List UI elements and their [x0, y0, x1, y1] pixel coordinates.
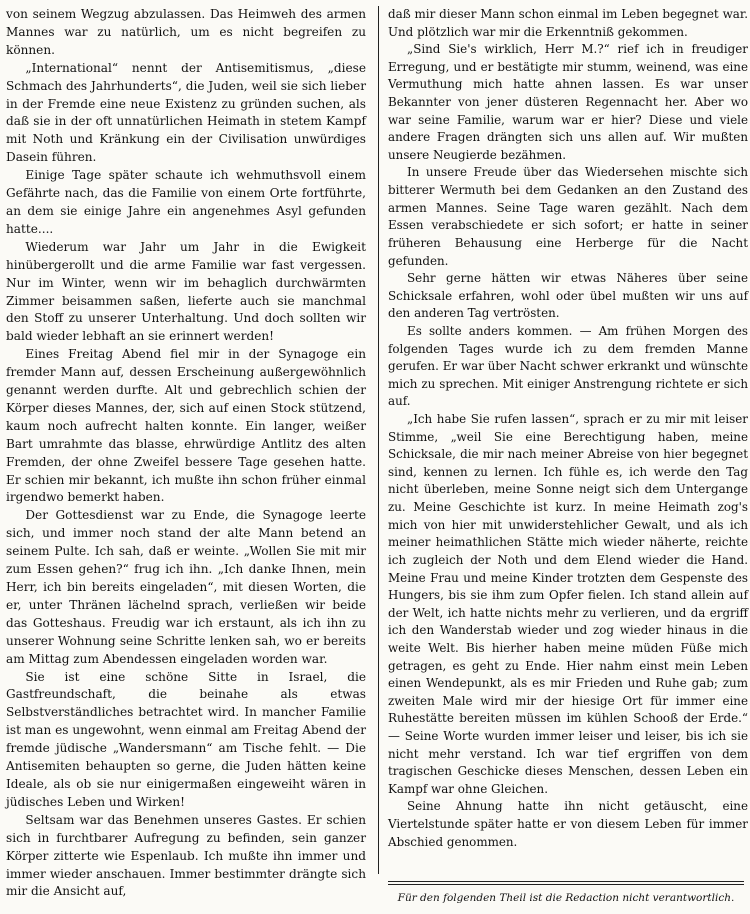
paragraph: Der Gottesdienst war zu Ende, die Synagoge leerte sich, und immer noch stand der alte Mann betend an seinem Pulte. Ich sah, daß er weinte. „Wollen Sie mit mir zum Essen gehen?“ frug ich ihn. „Ich danke Ihnen, mein Herr, ich bin bereits eingeladen“, mit diesen Worten, die er, unter Thränen lächelnd sprach, verließen wir beide das Gotteshaus. Freudig war ich erstaunt, als ich ihn zu unserer Wohnung seine Schritte lenken sah, wo er bereits am Mittag zum Abendessen eingeladen worden war. [6, 508, 366, 666]
column-divider [378, 6, 379, 874]
paragraph: Einige Tage später schaute ich wehmuthsvoll einem Gefährte nach, das die Familie von einem Orte fortführte, an dem sie einige Jahre ein angenehmes Asyl gefunden hatte.... [6, 168, 366, 236]
right-column [388, 6, 748, 851]
paragraph: daß mir dieser Mann schon einmal im Leben begegnet war. Und plötzlich war mir die Erkenntniß gekommen. [388, 7, 748, 39]
paragraph: „Sind Sie's wirklich, Herr M.?“ rief ich in freudiger Erregung, und er bestätigte mir stumm, weinend, was eine Vermuthung mich hatte ahnen lassen. Es war unser Bekannter von jener düsteren Regennacht her. Aber wo war seine Familie, warum war er hier? Diese und viele andere Fragen drängten sich uns allen auf. Wir mußten unsere Neugierde bezähmen. [388, 42, 748, 162]
left-column [6, 6, 366, 901]
paragraph: Sie ist eine schöne Sitte in Israel, die Gastfreundschaft, die beinahe als etwas Selbstverständliches betrachtet wird. In mancher Familie ist man es ungewohnt, wenn einmal am Freitag Abend der fremde jüdische „Wandersmann“ am Tische fehlt. — Die Antisemiten behaupten so gerne, die Juden hätten keine Ideale, als ob sie nur einigermaßen eingeweiht wären in jüdisches Leben und Wirken! [6, 669, 366, 809]
paragraph: von seinem Wegzug abzulassen. Das Heimweh des armen Mannes war zu natürlich, um es nicht begreifen zu können. [6, 7, 366, 57]
paragraph: Seine Ahnung hatte ihn nicht getäuscht, eine Viertelstunde später hatte er von diesem Leben für immer Abschied genommen. [388, 799, 748, 849]
paragraph: In unsere Freude über das Wiedersehen mischte sich bitterer Wermuth bei dem Gedanken an den Zustand des armen Mannes. Seine Tage waren gezählt. Nach dem Essen verabschiedete er sich sofort; er hatte in seiner früheren Behausung eine Herberge für die Nacht gefunden. [388, 165, 748, 268]
paragraph: Wiederum war Jahr um Jahr in die Ewigkeit hinübergerollt und die arme Familie war fast vergessen. Nur im Winter, wenn wir im behaglich durchwärmten Zimmer beisammen saßen, lieferte auch sie manchmal den Stoff zu unserer Unterhaltung. Und doch sollten wir bald wieder lebhaft an sie erinnert werden! [6, 239, 366, 344]
paragraph: Es sollte anders kommen. — Am frühen Morgen des folgenden Tages wurde ich zu dem fremden Manne gerufen. Er war über Nacht schwer erkrankt und wünschte mich zu sprechen. Mit einiger Anstrengung richtete er sich auf. [388, 323, 748, 409]
paragraph: „Ich habe Sie rufen lassen“, sprach er zu mir mit leiser Stimme, „weil Sie eine Berechtigung haben, meine Schicksale, die mir nach meiner Abreise von hier begegnet sind, kennen zu lernen. Ich fühle es, ich werde den Tag nicht überleben, meine Sonne neigt sich dem Untergange zu. Meine Geschichte ist kurz. In meine Heimath zog's mich von hier mit unwiderstehlicher Gewalt, und als ich meiner heimathlichen Stätte mich wieder näherte, reichte ich zugleich der Noth und dem Elend wieder die Hand. Meine Frau und meine Kinder trotzten dem Gespenste des Hungers, bis sie ihm zum Opfer fielen. Ich stand allein auf der Welt, ich hatte nichts mehr zu verlieren, und da ergriff ich den Wanderstab wieder und zog wieder hinaus in die weite Welt. Bis hierher haben meine müden Füße mich getragen, es geht zu Ende. Hier nahm einst mein Leben einen Wendepunkt, als es mir Frieden und Ruhe gab; zum zweiten Male wird mir der hiesige Ort für immer eine Ruhestätte bereiten müssen im kühlen Schooß der Erde.“ — Seine Worte wurden immer leiser und leiser, bis ich sie nicht mehr verstand. Ich war tief ergriffen von dem tragischen Geschicke dieses Menschen, dessen Leben ein Kampf war ohne Gleichen. [388, 412, 748, 796]
paragraph: „International“ nennt der Antisemitismus, „diese Schmach des Jahrhunderts“, die Juden, weil sie sich lieber in der Fremde eine neue Existenz zu gründen suchen, als daß sie in der oft unnatürlichen Heimath in stetem Kampf mit Noth und Kränkung ein der Civilisation unwürdiges Dasein führen. [6, 60, 366, 165]
paragraph: Sehr gerne hätten wir etwas Näheres über seine Schicksale erfahren, wohl oder übel mußten wir uns auf den anderen Tag vertrösten. [388, 271, 748, 321]
footnote-rule-top [388, 881, 744, 882]
paragraph: Seltsam war das Benehmen unseres Gastes. Er schien sich in furchtbarer Aufregung zu befinden, sein ganzer Körper zitterte wie Espenlaub. Ich mußte ihn immer und immer wieder anschauen. Immer bestimmter drängte sich mir die Ansicht auf, [6, 812, 366, 899]
paragraph: Eines Freitag Abend fiel mir in der Synagoge ein fremder Mann auf, dessen Erscheinung außergewöhnlich genannt werden durfte. Alt und gebrechlich schien der Körper dieses Mannes, der, sich auf einen Stock stützend, kaum noch aufrecht halten konnte. Ein langer, weißer Bart umrahmte das blasse, ehrwürdige Antlitz des alten Fremden, der ohne Zweifel bessere Tage gesehen hatte. Er schien mir bekannt, ich mußte ihn schon früher einmal irgendwo bemerkt haben. [6, 347, 366, 505]
editorial-disclaimer: Für den folgenden Theil ist die Redaction nicht verantwortlich. [397, 892, 735, 904]
footnote-rule-bottom [388, 884, 744, 885]
